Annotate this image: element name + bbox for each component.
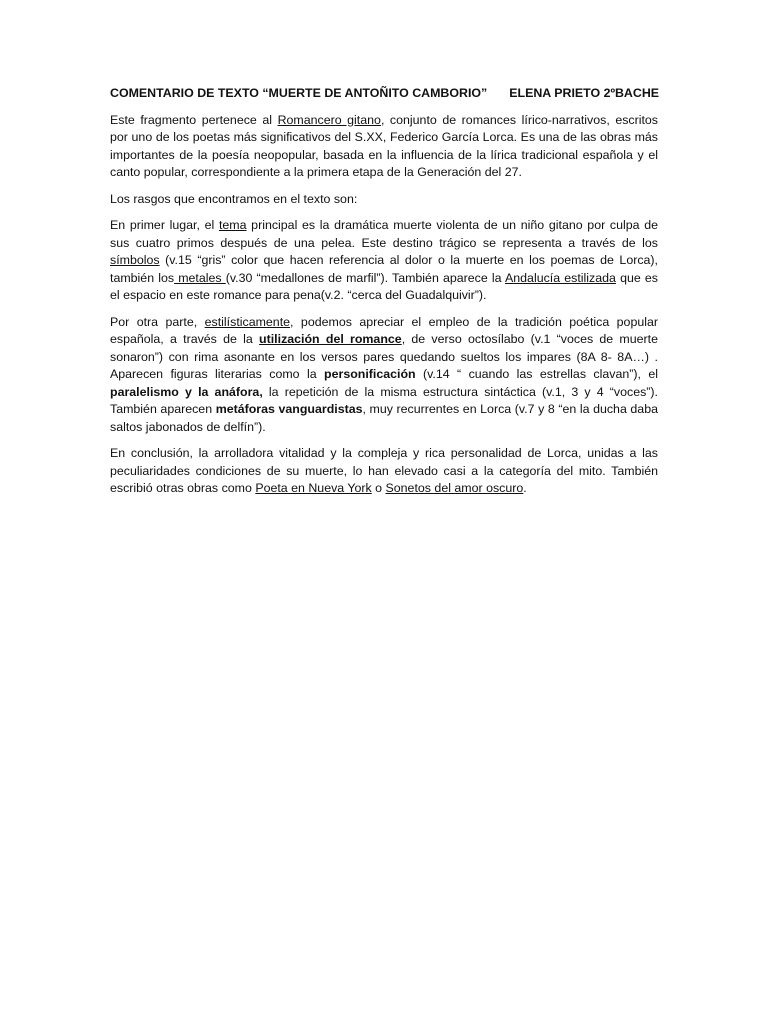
term-estilisticamente: estilísticamente bbox=[204, 314, 291, 329]
text-run: , de verso octosílabo (v.1 “voces de muerte sonaron”) con rima asonante en los versos pares quedando sueltos los impares (8A 8- 8A…) . Aparecen figuras literarias como la bbox=[110, 332, 659, 381]
term-andalucia-estilizada: Andalucía estilizada bbox=[505, 270, 616, 285]
text-run: . bbox=[523, 481, 527, 495]
paragraph-conclusion bbox=[110, 445, 658, 498]
term-simbolos: símbolos bbox=[110, 253, 160, 267]
term-utilizacion-romance: utilización del romance bbox=[259, 332, 402, 346]
paragraph-estilo bbox=[110, 314, 658, 437]
term-personificacion: personificación bbox=[324, 367, 416, 381]
text-run: Este fragmento pertenece al bbox=[110, 112, 278, 127]
title-text: COMENTARIO DE TEXTO “MUERTE DE ANTOÑITO CAMBORIO” bbox=[110, 86, 488, 100]
term-metaforas-vanguardistas: metáforas vanguardistas bbox=[215, 402, 363, 416]
work-title-romancero-gitano: Romancero gitano bbox=[277, 112, 381, 127]
text-run: principal es la dramática muerte violenta de un niño gitano por culpa de sus cuatro primos después de una pelea. Este destino trágico se representa a través de los bbox=[110, 218, 658, 250]
text-run: , muy recurrentes en Lorca (v.7 y 8 “en la ducha daba saltos jabonados de delfín”). bbox=[110, 402, 658, 434]
text-run: (v.14 “ cuando las estrellas clavan”), el bbox=[415, 367, 658, 381]
text-run: En primer lugar, el bbox=[110, 218, 219, 232]
text-run: o bbox=[371, 481, 386, 495]
paragraph-rasgos: Los rasgos que encontramos en el texto son: bbox=[110, 191, 358, 206]
paragraph-tema bbox=[110, 217, 658, 305]
work-title-poeta-nueva-york: Poeta en Nueva York bbox=[255, 481, 372, 495]
term-tema: tema bbox=[218, 218, 247, 232]
text-run: (v.30 “medallones de marfil”). También aparece la bbox=[225, 270, 506, 285]
paragraph-intro bbox=[110, 112, 658, 182]
text-run: Por otra parte, bbox=[110, 314, 205, 329]
term-metales: metales bbox=[174, 270, 226, 285]
term-paralelismo-anafora: paralelismo y la anáfora, bbox=[110, 384, 263, 399]
text-run: , podemos apreciar el empleo de la tradición poética popular española, a través de la bbox=[110, 314, 658, 346]
text-run: que es el espacio en este romance para pena(v.2. “cerca del Guadalquivir”). bbox=[110, 270, 658, 302]
text-run: la repetición de la misma estructura sintáctica (v.1, 3 y 4 “voces”). También aparecen bbox=[110, 384, 658, 416]
document-title bbox=[110, 85, 658, 103]
text-run: , conjunto de romances lírico-narrativos, escritos por uno de los poetas más significativos del S.XX, Federico García Lorca. Es una de las obras más importantes de la poesía neopopular, basada en la influencia de la lírica tradicional española y el canto popular, correspondiente a la primera etapa de la Generación del 27. bbox=[110, 112, 659, 179]
work-title-sonetos-amor-oscuro: Sonetos del amor oscuro bbox=[385, 481, 524, 495]
text-run: (v.15 “gris” color que hacen referencia al dolor o la muerte en los poemas de Lorca), también los bbox=[110, 253, 658, 285]
author-name: ELENA PRIETO 2ºBACHE bbox=[509, 86, 660, 100]
text-run: En conclusión, la arrolladora vitalidad y la compleja y rica personalidad de Lorca, unidas a las peculiaridades condiciones de su muerte, lo han elevado casi a la categoría del mito. También escribió otras obras como bbox=[110, 446, 658, 495]
